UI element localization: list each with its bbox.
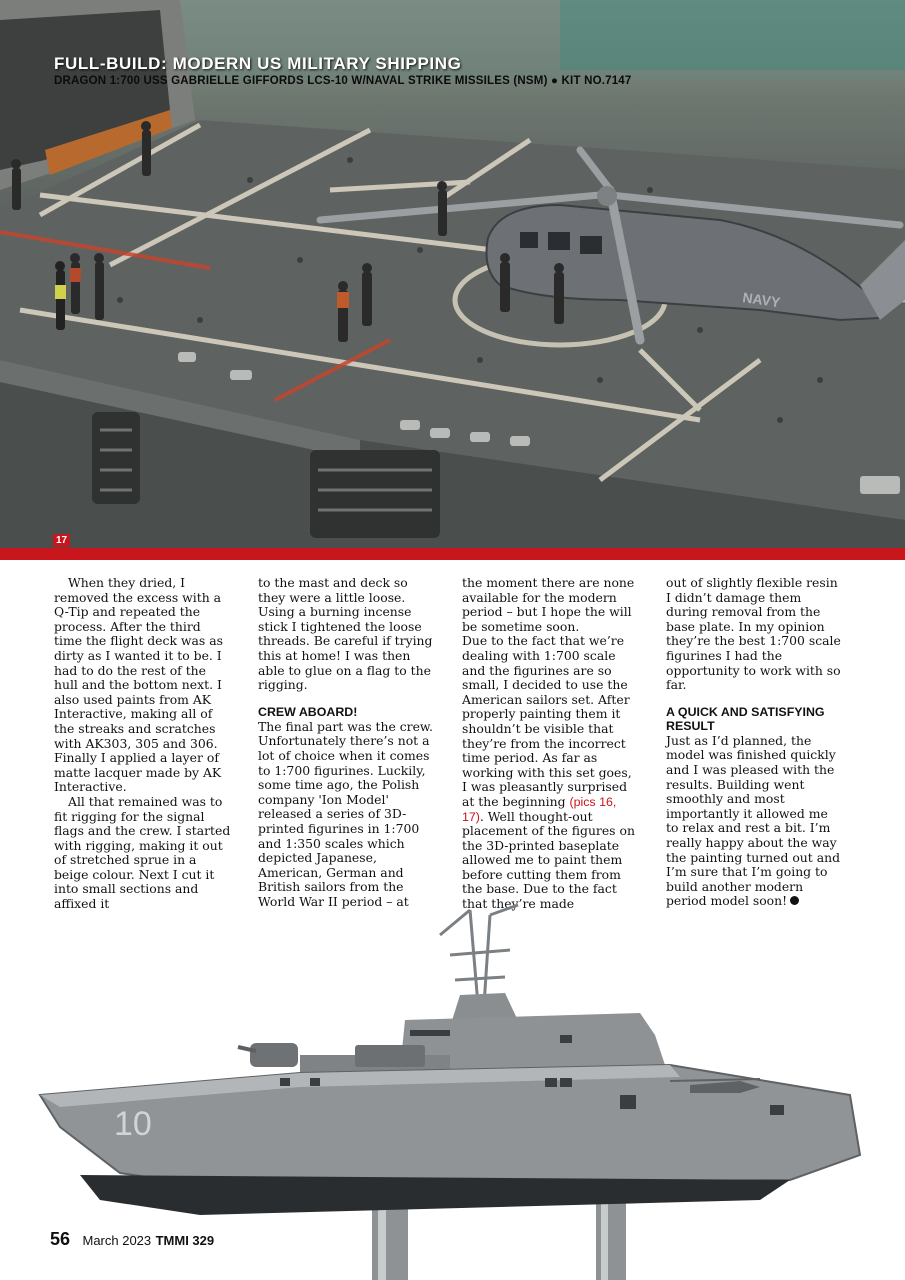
paragraph: the moment there are none available for the modern period – but I hope the will be sometime soon.	[462, 575, 635, 634]
red-divider-bar	[0, 548, 905, 560]
paragraph: out of slightly flexible resin I didn’t damage them during removal from the base plate. In my opinion they’re the best 1:700 scale figurines I had the opportunity to work with so far.	[666, 575, 841, 693]
picture-number-badge: 17	[53, 534, 70, 547]
picture-reference: (pics 16, 17)	[462, 794, 617, 824]
paragraph: The final part was the crew. Unfortunately there’s not a lot of choice when it comes to 1:700 figurines. Luckily, some time ago, the Polish company 'Ion Model' released a series of 3D-printed figurines in 1:700 and 1:350 scales which depicted Japanese, American, German and British sailors from the World War II period – at	[258, 718, 433, 909]
ship-model-photo	[0, 895, 905, 1280]
paragraph	[666, 734, 844, 909]
article-title: FULL-BUILD: MODERN US MILITARY SHIPPING	[54, 54, 462, 73]
page-number: 56	[50, 1229, 71, 1249]
section-heading-crew-aboard: CREW ABOARD!	[258, 704, 358, 719]
text-column-2	[258, 576, 436, 909]
text-column-1	[54, 576, 232, 912]
section-heading-quick-result: A QUICK AND SATISFYING RESULT	[666, 704, 825, 733]
paragraph-text: Due to the fact that we’re dealing with 1:700 scale and the figurines are so small, I decided to use the American sailors set. After properly painting them it shouldn’t be visible that they’re from the incorrect time period. As far as working with this set goes, I was pleasantly surprised at the beginning	[462, 633, 632, 809]
article-subtitle: DRAGON 1:700 USS GABRIELLE GIFFORDS LCS-10 W/NAVAL STRIKE MISSILES (NSM) ● KIT NO.7147	[54, 75, 632, 87]
magazine-issue: TMMI 329	[155, 1233, 215, 1248]
hull-number-label: 10	[114, 1105, 152, 1143]
text-column-4	[666, 576, 844, 909]
page-footer	[50, 1229, 214, 1250]
paragraph: to the mast and deck so they were a little loose. Using a burning incense stick I tightened the loose threads. Be careful if trying this at home! I was then able to glue on a flag to the rigging.	[258, 575, 433, 693]
paragraph-text: Just as I’d planned, the model was finished quickly and I was pleased with the results. Building went smoothly and most importantly it allowed me to relax and rest a bit. I’m really happy about the way the painting turned out and I’m sure that I’m going to build another modern period model soon!	[666, 732, 841, 909]
paragraph: All that remained was to fit rigging for the signal flags and the crew. I started with rigging, making it out of stretched sprue in a beige colour. Next I cut it into small sections and affixed it	[54, 793, 231, 912]
paragraph-text: . Well thought-out placement of the figures on the 3D-printed baseplate allowed me to paint them before cutting them from the base. Due to the fact that they’re made	[462, 808, 635, 912]
text-column-3	[462, 576, 640, 912]
paragraph	[462, 634, 640, 911]
helicopter-label: NAVY	[741, 289, 782, 311]
paragraph: When they dried, I removed the excess with a Q-Tip and repeated the process. After the third time the flight deck was as dirty as I wanted it to be. I had to do the rest of the hull and the bottom next. I also used paints from AK Interactive, making all of the streaks and scratches with AK303, 305 and 306. Finally I applied a layer of matte lacquer made by AK Interactive.	[54, 575, 223, 795]
hero-photo-flight-deck	[0, 0, 905, 548]
issue-date: March 2023	[82, 1233, 152, 1248]
